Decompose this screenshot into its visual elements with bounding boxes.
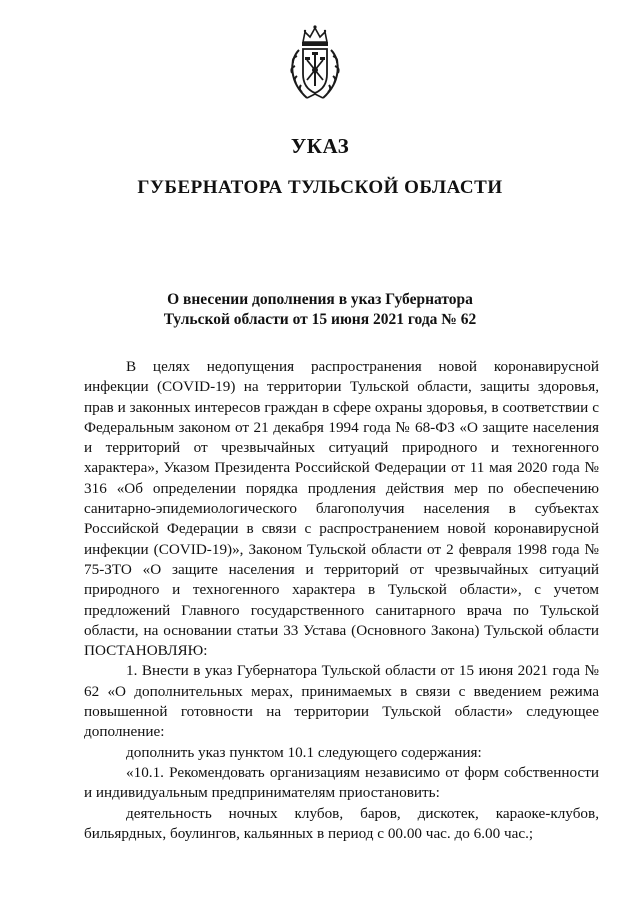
- page-subtitle: ГУБЕРНАТОРА ТУЛЬСКОЙ ОБЛАСТИ: [137, 177, 503, 198]
- subject-line-1: О внесении дополнения в указ Губернатора: [167, 291, 473, 308]
- page-title: УКАЗ: [290, 134, 350, 158]
- item-1-intro-paragraph: дополнить указ пунктом 10.1 следующего содержания:: [126, 743, 482, 761]
- clause-10-1-paragraph: «10.1. Рекомендовать организациям независимо от форм собственности и индивидуальным предпринимателям приостановить:: [84, 763, 599, 802]
- document-body: [84, 357, 599, 844]
- subject-line-2: Тульской области от 15 июня 2021 года № 62: [163, 311, 477, 328]
- item-1-paragraph: 1. Внести в указ Губернатора Тульской области от 15 июня 2021 года № 62 «О дополнительных мерах, принимаемых в связи с введением режима повышенной готовности на территории Тульской области» следующее дополнение:: [84, 662, 599, 741]
- clause-activity-paragraph: деятельность ночных клубов, баров, дискотек, караоке-клубов, бильярдных, боулингов, кальянных в период с 00.00 час. до 6.00 час.;: [84, 804, 599, 842]
- preamble-paragraph: В целях недопущения распространения новой коронавирусной инфекции (COVID-19) на территории Тульской области, защиты здоровья, прав и законных интересов граждан в сфере охраны здоровья, в соответствии с Федеральным законом от 21 декабря 1994 года № 68-ФЗ «О защите населения и территорий от чрезвычайных ситуаций природного и техногенного характера», Указом Президента Российской Федерации от 11 мая 2020 года № 316 «Об определении порядка продления действия мер по обеспечению санитарно-эпидемиологического благополучия населения в субъектах Российской Федерации в связи с распространением новой коронавирусной инфекции (COVID-19)», Законом Тульской области от 2 февраля 1998 года № 75-ЗТО «О защите населения и территорий от чрезвычайных ситуаций природного и техногенного характера в Тульской области», с учетом предложений Главного государственного санитарного врача по Тульской области, на основании статьи 33 Устава (Основного Закона) Тульской области ПОСТАНОВЛЯЮ:: [84, 358, 599, 660]
- document-subject: [0, 290, 640, 330]
- tula-region-coat-of-arms-icon: [285, 24, 345, 104]
